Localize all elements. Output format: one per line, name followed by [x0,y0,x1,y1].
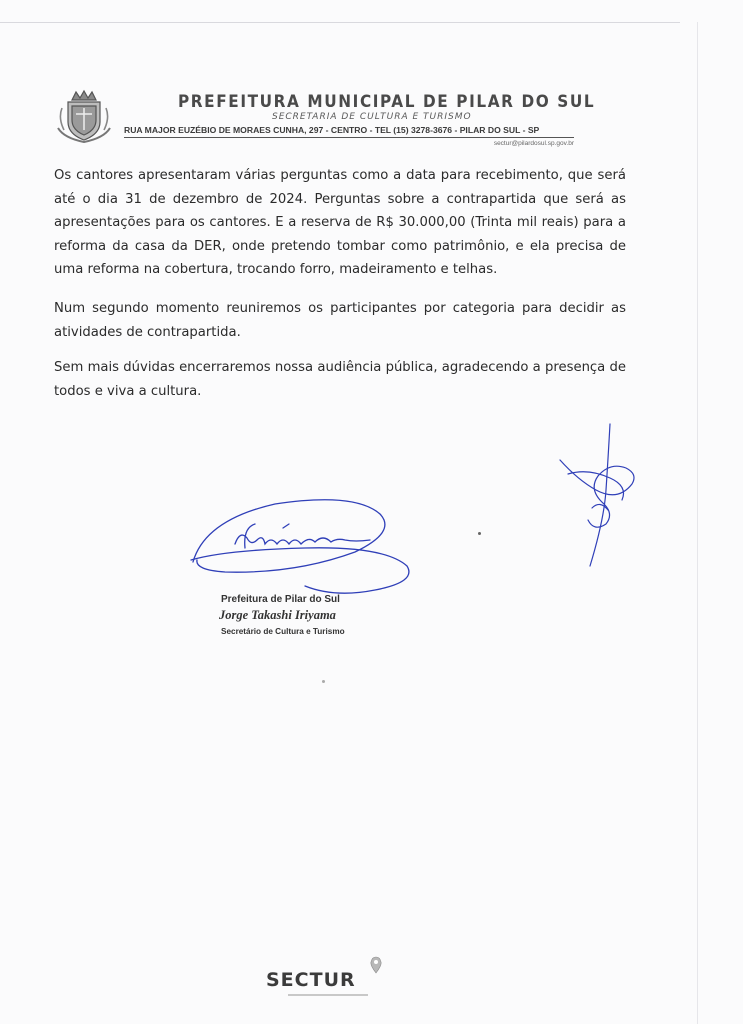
stamp-signer-role: Secretário de Cultura e Turismo [221,627,345,636]
scan-edge-top [0,22,680,23]
municipal-crest-icon [54,88,114,144]
handwritten-signature-right [548,420,648,570]
handwritten-signature-secretary [185,490,420,610]
scan-speck [322,680,325,683]
stamp-signer-name: Jorge Takashi Iriyama [219,608,336,622]
body-paragraph-2: Num segundo momento reuniremos os participantes por categoria para decidir as atividades de contrapartida. [54,301,626,340]
footer-logo-text: SECTUR [266,969,356,991]
stamp-institution: Prefeitura de Pilar do Sul [221,594,340,605]
letterhead-address: RUA MAJOR EUZÉBIO DE MORAES CUNHA, 297 - CENTRO - TEL (15) 3278-3676 - PILAR DO SUL - SP [124,125,540,135]
letterhead-title: PREFEITURA MUNICIPAL DE PILAR DO SUL [178,92,596,112]
body-paragraph-3: Sem mais dúvidas encerraremos nossa audiência pública, agradecendo a presença de todos e viva a cultura. [54,360,626,399]
location-pin-icon [370,956,382,974]
letterhead-subtitle: SECRETARIA DE CULTURA E TURISMO [272,112,472,122]
body-paragraph-1: Os cantores apresentaram várias perguntas como a data para recebimento, que será até o dia 31 de dezembro de 2024. Perguntas sobre a contrapartida que será as apresentações para os cantores. E a reserva de R$ 30.000,00 (Trinta mil reais) para a reforma da casa da DER, onde pretendo tombar como patrimônio, e ela precisa de uma reforma na cobertura, trocando forro, madeiramento e telhas. [54,168,626,278]
footer-logo [266,956,396,1004]
letterhead-email: sectur@pilardosul.sp.gov.br [493,140,574,147]
scan-speck [478,532,481,535]
footer-tagline [288,994,368,996]
letterhead-divider [124,137,574,138]
scan-edge-right [697,22,698,1024]
letterhead [50,84,596,154]
